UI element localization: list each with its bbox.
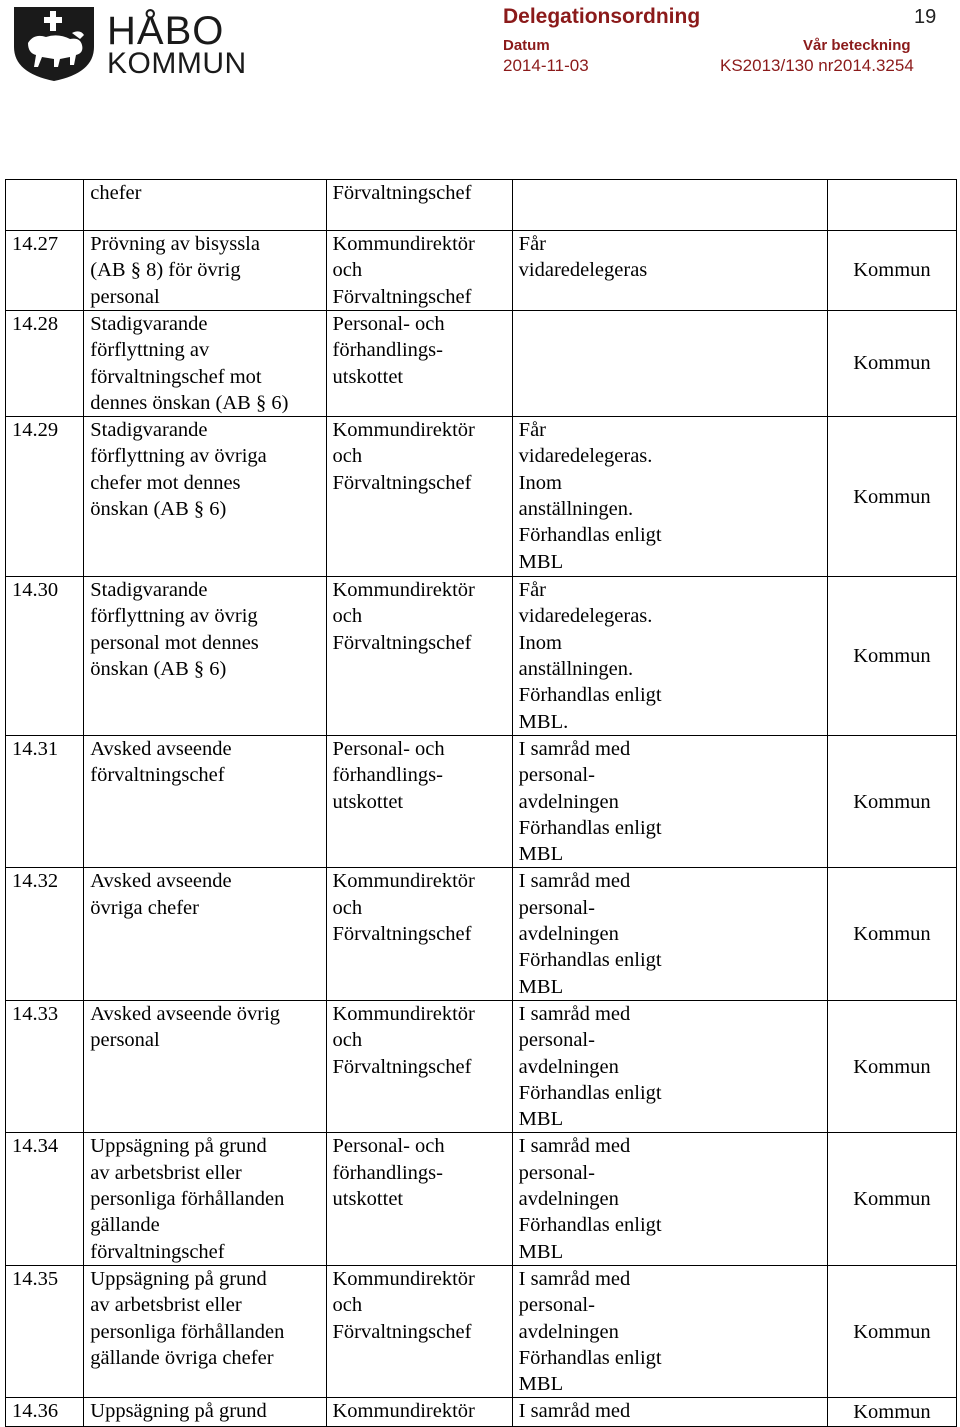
table-row [6,1398,957,1427]
cell-case-number: 14.28 [6,311,84,417]
table-row [6,417,957,577]
table-row [6,1265,957,1397]
cell-note: I samråd med personal- avdelningen Förhandlas enligt MBL [512,1265,827,1397]
cell-case-description: Avsked avseende övrig personal [84,1000,326,1132]
cell-note: Får vidaredelegeras. Inom anställningen. Förhandlas enligt MBL. [512,577,827,736]
cell-case-description: Uppsägning på grund [84,1398,326,1427]
cell-case-number: 14.35 [6,1265,84,1397]
table-row [6,311,957,417]
cell-delegate: Personal- och förhandlings- utskottet [326,1133,512,1265]
logo-wordmark-line1: HÅBO [107,9,225,53]
cell-case-description: Stadigvarande förflyttning av förvaltningschef mot dennes önskan (AB § 6) [84,311,326,417]
document-title: Delegationsordning [503,5,701,28]
cell-case-number: 14.34 [6,1133,84,1265]
cell-level: Kommun [827,577,956,736]
cell-level [827,180,956,231]
logo-wordmark-line2: KOMMUN [107,47,247,80]
date-label: Datum [503,37,550,54]
table-row [6,1133,957,1265]
cell-case-description: Stadigvarande förflyttning av övrig personal mot dennes önskan (AB § 6) [84,577,326,736]
cell-case-description: Avsked avseende förvaltningschef [84,735,326,867]
cell-note: I samråd med personal- avdelningen Förhandlas enligt MBL [512,1000,827,1132]
cell-case-number: 14.33 [6,1000,84,1132]
date-value: 2014-11-03 [503,56,589,75]
table-row [6,231,957,311]
cell-level: Kommun [827,1000,956,1132]
cell-case-description: Avsked avseende övriga chefer [84,868,326,1000]
table-row [6,735,957,867]
cell-delegate: Förvaltningschef [326,180,512,231]
cell-delegate: Kommundirektör och Förvaltningschef [326,417,512,577]
table-row [6,577,957,736]
cell-delegate: Personal- och förhandlings- utskottet [326,311,512,417]
cell-level: Kommun [827,231,956,311]
cell-delegate: Kommundirektör och Förvaltningschef [326,1000,512,1132]
cell-case-number: 14.32 [6,868,84,1000]
cell-case-description: Prövning av bisyssla (AB § 8) för övrig personal [84,231,326,311]
cell-case-description: Uppsägning på grund av arbetsbrist eller personliga förhållanden gällande förvaltningschef [84,1133,326,1265]
page-number: 19 [914,6,937,28]
cell-case-description: Stadigvarande förflyttning av övriga chefer mot dennes önskan (AB § 6) [84,417,326,577]
cell-note: I samråd med personal- avdelningen Förhandlas enligt MBL [512,1133,827,1265]
cell-note: I samråd med personal- avdelningen Förhandlas enligt MBL [512,868,827,1000]
municipality-logo [10,3,247,81]
cell-case-description: Uppsägning på grund av arbetsbrist eller personliga förhållanden gällande övriga chefer [84,1265,326,1397]
cell-note: Får vidaredelegeras. Inom anställningen. Förhandlas enligt MBL [512,417,827,577]
cell-note: I samråd med personal- avdelningen Förhandlas enligt MBL [512,735,827,867]
reference-label: Vår beteckning [803,37,911,54]
cell-case-description: chefer [84,180,326,231]
cell-delegate: Kommundirektör [326,1398,512,1427]
cell-case-number: 14.31 [6,735,84,867]
cell-delegate: Personal- och förhandlings- utskottet [326,735,512,867]
delegation-table [5,179,957,1427]
cell-delegate: Kommundirektör och Förvaltningschef [326,231,512,311]
reference-value: KS2013/130 nr2014.3254 [720,56,914,75]
cell-note [512,311,827,417]
cell-level: Kommun [827,417,956,577]
cell-level: Kommun [827,868,956,1000]
cell-case-number: 14.30 [6,577,84,736]
cell-level: Kommun [827,735,956,867]
cell-delegate: Kommundirektör och Förvaltningschef [326,577,512,736]
cell-delegate: Kommundirektör och Förvaltningschef [326,868,512,1000]
cell-level: Kommun [827,311,956,417]
cell-case-number [6,180,84,231]
cell-note [512,180,827,231]
table-row [6,1000,957,1132]
cell-note: Får vidaredelegeras [512,231,827,311]
cell-level: Kommun [827,1398,956,1427]
cell-note: I samråd med [512,1398,827,1427]
cell-case-number: 14.27 [6,231,84,311]
table-row [6,180,957,231]
coat-of-arms-icon [10,3,102,83]
table-row [6,868,957,1000]
cell-case-number: 14.36 [6,1398,84,1427]
cell-level: Kommun [827,1265,956,1397]
cell-level: Kommun [827,1133,956,1265]
cell-case-number: 14.29 [6,417,84,577]
cell-delegate: Kommundirektör och Förvaltningschef [326,1265,512,1397]
